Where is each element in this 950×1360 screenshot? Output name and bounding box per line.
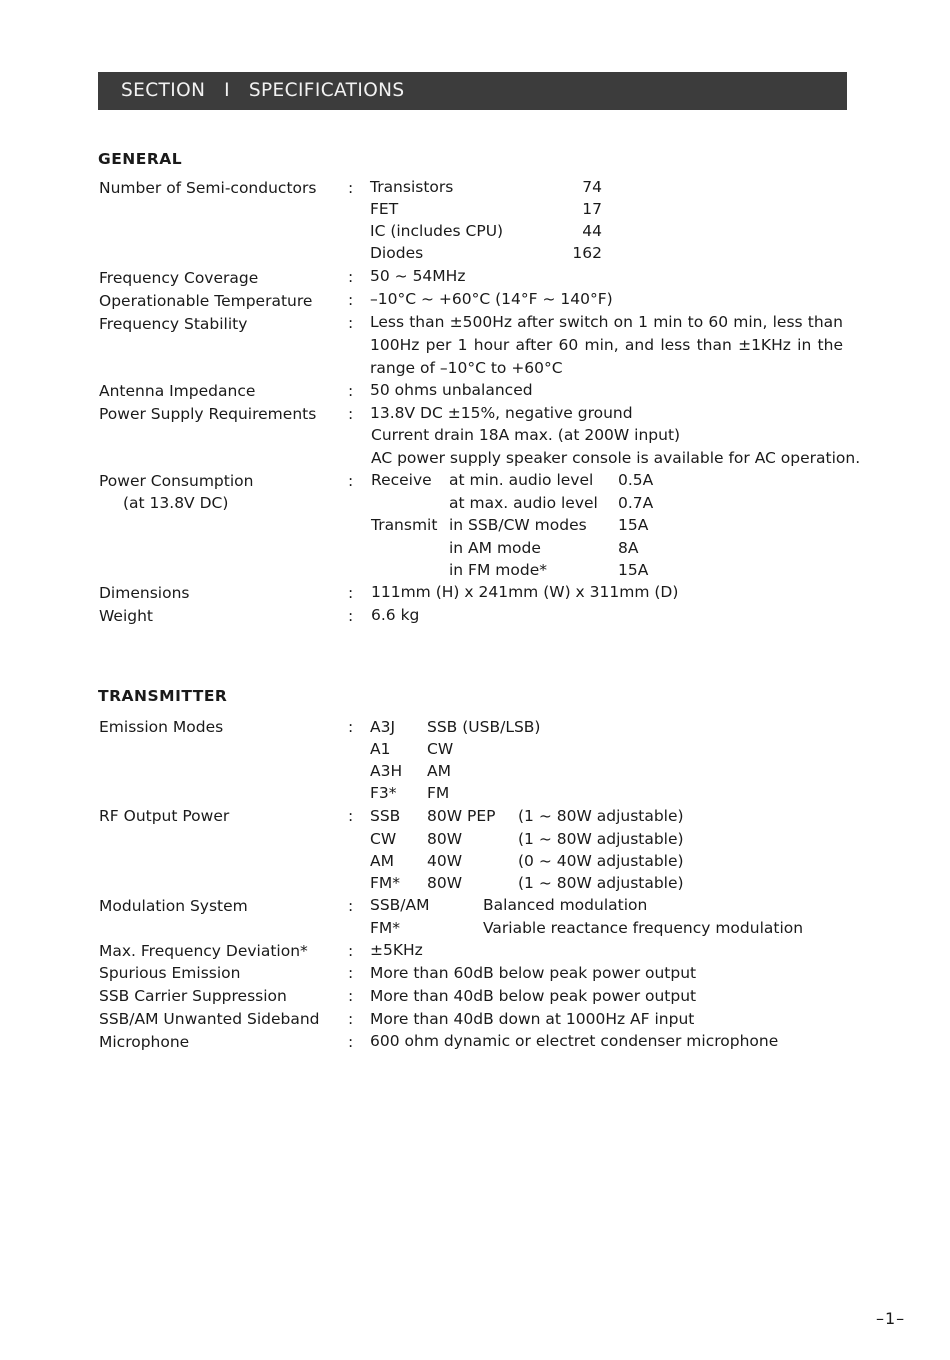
rf-range: (0 ~ 40W adjustable) (518, 852, 684, 870)
colon: : (348, 964, 354, 982)
power-supply-label: Power Supply Requirements (99, 405, 317, 423)
emission-modes-label: Emission Modes (99, 718, 224, 736)
microphone-value: 600 ohm dynamic or electret condenser microphone (370, 1032, 779, 1050)
consumption-condition: in FM mode* (449, 561, 547, 579)
semiconductor-count: 17 (582, 200, 602, 218)
section-title: SECTION I SPECIFICATIONS (121, 79, 405, 101)
colon: : (348, 584, 354, 602)
modulation-desc: Balanced modulation (483, 896, 648, 914)
antenna-impedance-label: Antenna Impedance (99, 382, 256, 400)
max-deviation-label: Max. Frequency Deviation* (99, 942, 308, 960)
consumption-condition: in AM mode (449, 539, 541, 557)
weight-label: Weight (99, 607, 154, 625)
consumption-current: 15A (618, 561, 649, 579)
semiconductors-label: Number of Semi-conductors (99, 179, 317, 197)
frequency-coverage-label: Frequency Coverage (99, 269, 259, 287)
colon: : (348, 1010, 354, 1028)
colon: : (348, 472, 354, 490)
emission-desc: SSB (USB/LSB) (427, 718, 541, 736)
colon: : (348, 268, 354, 286)
colon: : (348, 607, 354, 625)
frequency-stability-line: 100Hz per 1 hour after 60 min, and less than ±1KHz in the (370, 336, 843, 354)
operating-temperature-label: Operationable Temperature (99, 292, 313, 310)
emission-code: A3J (370, 718, 396, 736)
rf-mode: SSB (370, 807, 401, 825)
frequency-stability-line: range of –10°C to +60°C (370, 359, 563, 377)
power-consumption-label: Power Consumption (99, 472, 254, 490)
max-deviation-value: ±5KHz (370, 941, 423, 959)
colon: : (348, 179, 354, 197)
rf-power: 80W (427, 830, 463, 848)
frequency-stability-line: Less than ±500Hz after switch on 1 min to 60 min, less than (370, 313, 843, 331)
modulation-mode: FM* (370, 919, 401, 937)
consumption-current: 8A (618, 539, 639, 557)
spurious-label: Spurious Emission (99, 964, 241, 982)
semiconductor-count: 162 (572, 244, 602, 262)
semiconductor-name: FET (370, 200, 399, 218)
carrier-suppression-label: SSB Carrier Suppression (99, 987, 287, 1005)
power-consumption-sublabel: (at 13.8V DC) (123, 494, 229, 512)
frequency-stability-label: Frequency Stability (99, 315, 248, 333)
colon: : (348, 807, 354, 825)
semiconductor-name: Transistors (370, 178, 454, 196)
spurious-value: More than 60dB below peak power output (370, 964, 697, 982)
rf-power: 80W (427, 874, 463, 892)
dimensions-label: Dimensions (99, 584, 190, 602)
colon: : (348, 1033, 354, 1051)
semiconductor-count: 44 (582, 222, 602, 240)
emission-code: F3* (370, 784, 397, 802)
operating-temperature-value: –10°C ~ +60°C (14°F ~ 140°F) (370, 290, 613, 308)
section-banner (98, 72, 847, 110)
modulation-label: Modulation System (99, 897, 248, 915)
transmitter-heading: TRANSMITTER (98, 687, 228, 705)
emission-desc: CW (427, 740, 454, 758)
emission-desc: FM (427, 784, 450, 802)
colon: : (348, 987, 354, 1005)
consumption-current: 0.5A (618, 471, 654, 489)
transmit-label: Transmit (371, 516, 438, 534)
semiconductor-name: Diodes (370, 244, 424, 262)
weight-value: 6.6 kg (371, 606, 420, 624)
rf-range: (1 ~ 80W adjustable) (518, 807, 684, 825)
colon: : (348, 291, 354, 309)
frequency-coverage-value: 50 ~ 54MHz (370, 267, 466, 285)
unwanted-sideband-value: More than 40dB down at 1000Hz AF input (370, 1010, 695, 1028)
rf-mode: CW (370, 830, 397, 848)
rf-range: (1 ~ 80W adjustable) (518, 830, 684, 848)
consumption-condition: at max. audio level (449, 494, 598, 512)
page-number: –1– (876, 1309, 906, 1328)
colon: : (348, 314, 354, 332)
rf-power: 80W PEP (427, 807, 496, 825)
microphone-label: Microphone (99, 1033, 190, 1051)
receive-label: Receive (371, 471, 432, 489)
emission-desc: AM (427, 762, 451, 780)
rf-output-label: RF Output Power (99, 807, 230, 825)
power-supply-line: Current drain 18A max. (at 200W input) (371, 426, 681, 444)
rf-mode: AM (370, 852, 394, 870)
emission-code: A3H (370, 762, 403, 780)
semiconductor-count: 74 (582, 178, 602, 196)
power-supply-line: AC power supply speaker console is available for AC operation. (371, 449, 861, 467)
colon: : (348, 382, 354, 400)
rf-mode: FM* (370, 874, 401, 892)
unwanted-sideband-label: SSB/AM Unwanted Sideband (99, 1010, 320, 1028)
general-heading: GENERAL (98, 150, 183, 168)
consumption-current: 0.7A (618, 494, 654, 512)
modulation-mode: SSB/AM (370, 896, 430, 914)
modulation-desc: Variable reactance frequency modulation (483, 919, 804, 937)
power-supply-line: 13.8V DC ±15%, negative ground (370, 404, 633, 422)
consumption-condition: in SSB/CW modes (449, 516, 587, 534)
emission-code: A1 (370, 740, 391, 758)
colon: : (348, 405, 354, 423)
consumption-condition: at min. audio level (449, 471, 594, 489)
colon: : (348, 897, 354, 915)
rf-power: 40W (427, 852, 463, 870)
consumption-current: 15A (618, 516, 649, 534)
antenna-impedance-value: 50 ohms unbalanced (370, 381, 533, 399)
rf-range: (1 ~ 80W adjustable) (518, 874, 684, 892)
semiconductor-name: IC (includes CPU) (370, 222, 504, 240)
dimensions-value: 111mm (H) x 241mm (W) x 311mm (D) (371, 583, 679, 601)
carrier-suppression-value: More than 40dB below peak power output (370, 987, 697, 1005)
colon: : (348, 942, 354, 960)
colon: : (348, 718, 354, 736)
